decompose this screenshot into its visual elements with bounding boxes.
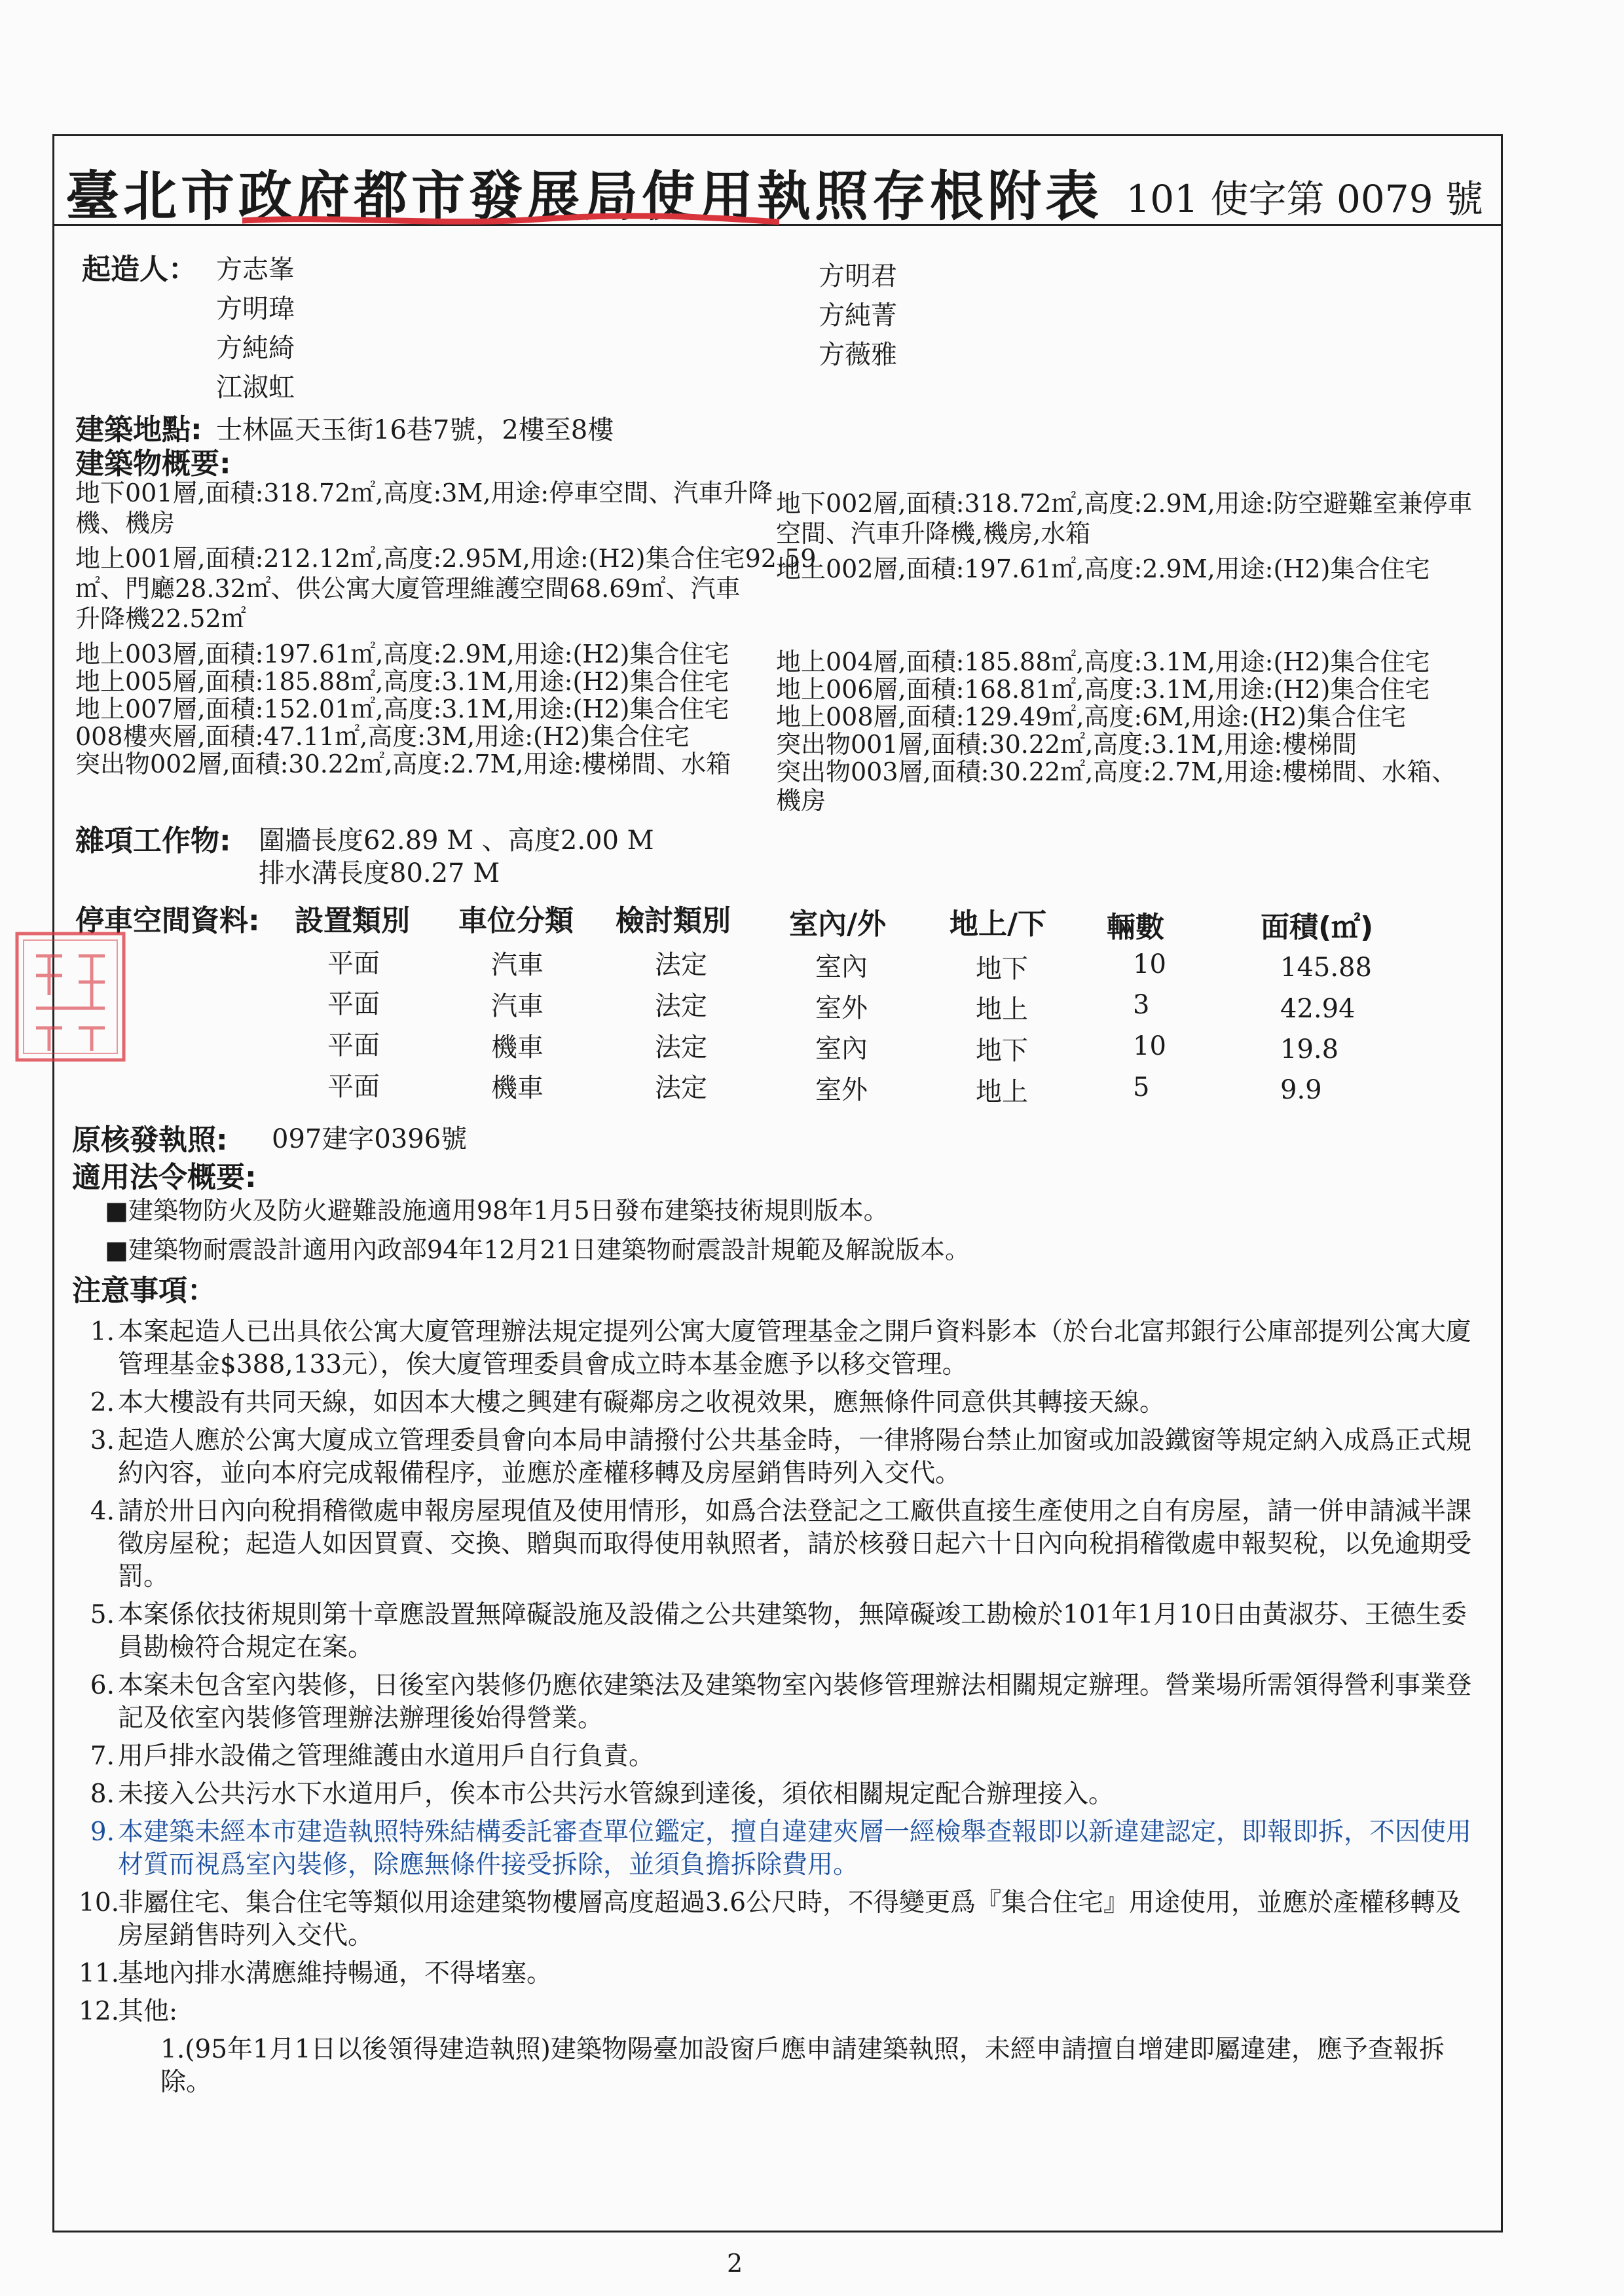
building-line: 升降機22.52㎡ xyxy=(75,604,246,633)
note-item: 5. 本案係依技術規則第十章應設置無障礙設施及設備之公共建築物，無障礙竣工勘檢於101年1月10日由黃淑芬、王德生委員勘檢符合規定在案。 xyxy=(90,1600,1467,1662)
note-item: 10. 非屬住宅、集合住宅等類似用途建築物樓層高度超過3.6公尺時，不得變更爲『集合住宅』用途使用，並應於產權移轉及房屋銷售時列入交代。 xyxy=(79,1888,1462,1950)
parking-cell: 5 xyxy=(1133,1072,1150,1102)
title-row xyxy=(52,134,1503,226)
building-line: 突出物002層,面積:30.22㎡,高度:2.7M,用途:樓梯間、水箱 xyxy=(75,750,731,778)
parking-cell: 機車 xyxy=(491,1073,544,1103)
parking-cell: 19.8 xyxy=(1280,1034,1339,1065)
applicant-name: 方純菁 xyxy=(819,301,897,331)
parking-header: 面積(㎡) xyxy=(1261,911,1374,944)
parking-cell: 法定 xyxy=(655,1073,707,1103)
building-summary-label: 建築物概要: xyxy=(75,447,231,481)
note-item: 1. 本案起造人已出具依公寓大廈管理辦法規定提列公寓大廈管理基金之開戶資料影本（於台北富邦銀行公庫部提列公寓大廈管理基金$388,133元），俟大廈管理委員會成立時本基金應予以移交管理。 xyxy=(90,1317,1472,1379)
misc-works-line: 圍牆長度62.89 M 、高度2.00 M xyxy=(259,826,654,856)
parking-cell: 3 xyxy=(1133,990,1150,1020)
building-line: 地上007層,面積:152.01㎡,高度:3.1M,用途:(H2)集合住宅 xyxy=(75,695,729,723)
site-address: 士林區天玉街16巷7號，2樓至8樓 xyxy=(216,415,614,445)
parking-cell: 地下 xyxy=(976,954,1028,984)
parking-cell: 地下 xyxy=(976,1036,1028,1066)
building-line: 地下001層,面積:318.72㎡,高度:3M,用途:停車空間、汽車升降 xyxy=(75,479,773,507)
building-line: 地上002層,面積:197.61㎡,高度:2.9M,用途:(H2)集合住宅 xyxy=(776,555,1430,583)
parking-header: 檢討類別 xyxy=(616,904,731,938)
parking-cell: 汽車 xyxy=(491,950,544,980)
note-item: 11. 基地內排水溝應維持暢通，不得堵塞。 xyxy=(79,1959,553,1988)
page-number: 2 xyxy=(727,2249,743,2278)
note-item: 2. 本大樓設有共同天線，如因本大樓之興建有礙鄰房之收視效果，應無條件同意供其轉接天線。 xyxy=(90,1388,1166,1417)
note-item: 3. 起造人應於公寓大廈成立管理委員會向本局申請撥付公共基金時，一律將陽台禁止加窗或加設鐵窗等規定納入成爲正式規約內容，並向本府完成報備程序，並應於產權移轉及房屋銷售時列入交代。 xyxy=(90,1426,1472,1488)
building-line: 地上008層,面積:129.49㎡,高度:6M,用途:(H2)集合住宅 xyxy=(776,702,1407,731)
parking-cell: 地上 xyxy=(976,994,1028,1025)
parking-header: 室內/外 xyxy=(789,907,887,941)
parking-header: 設置類別 xyxy=(295,904,410,938)
building-line: ㎡、門廳28.32㎡、供公寓大廈管理維護空間68.69㎡、汽車 xyxy=(75,574,741,603)
building-line: 地上001層,面積:212.12㎡,高度:2.95M,用途:(H2)集合住宅92.59 xyxy=(75,544,817,573)
building-line: 機房 xyxy=(776,786,826,815)
building-line: 地上006層,面積:168.81㎡,高度:3.1M,用途:(H2)集合住宅 xyxy=(776,675,1430,704)
applicant-name: 方志峯 xyxy=(216,255,295,285)
parking-cell: 室內 xyxy=(815,1034,868,1064)
permit-number: 101 使字第 0079 號 xyxy=(1126,177,1483,221)
red-seal-stamp xyxy=(13,930,128,1064)
site-label: 建築地點: xyxy=(75,413,202,446)
building-line: 機、機房 xyxy=(75,509,175,538)
parking-cell: 平面 xyxy=(327,949,380,979)
note-other-item: 1.(95年1月1日以後領得建造執照)建築物陽臺加設窗戶應申請建築執照，未經申請擅自增建即屬違建，應予查報拆除。 xyxy=(160,2035,1445,2097)
note-item-highlighted: 9. 本建築未經本市建造執照特殊結構委託審查單位鑑定，擅自違建夾層一經檢舉查報即以新違建認定，即報即拆，不因使用材質而視爲室內裝修，除應無條件接受拆除，並須負擔拆除費用。 xyxy=(90,1817,1472,1880)
parking-cell: 法定 xyxy=(655,950,707,980)
parking-cell: 法定 xyxy=(655,991,707,1021)
page-title: 臺北市政府都市發展局使用執照存根附表 xyxy=(65,165,1103,228)
building-line: 地上005層,面積:185.88㎡,高度:3.1M,用途:(H2)集合住宅 xyxy=(75,667,729,696)
note-item: 6. 本案未包含室內裝修，日後室內裝修仍應依建築法及建築物室內裝修管理辦法相關規定辦理。營業場所需領得營利事業登記及依室內裝修管理辦法辦理後始得營業。 xyxy=(90,1671,1472,1733)
building-line: 空間、汽車升降機,機房,水箱 xyxy=(776,519,1091,548)
applicant-name: 江淑虹 xyxy=(216,373,295,403)
parking-cell: 室內 xyxy=(815,952,868,982)
note-item: 4. 請於卅日內向稅捐稽徵處申報房屋現值及使用情形，如爲合法登記之工廠供直接生產使用之自有房屋，請一併申請減半課徵房屋稅；起造人如因買賣、交換、贈與而取得使用執照者，請於核發日起六十日內向稅捐稽徵處申報契稅，以免逾期受罰。 xyxy=(90,1497,1472,1592)
parking-label: 停車空間資料: xyxy=(75,904,260,938)
applicable-law-label: 適用法令概要: xyxy=(72,1161,257,1194)
parking-header: 車位分類 xyxy=(458,904,574,938)
applicant-name: 方明瑋 xyxy=(216,294,295,324)
parking-cell: 機車 xyxy=(491,1032,544,1063)
building-line: 地上003層,面積:197.61㎡,高度:2.9M,用途:(H2)集合住宅 xyxy=(75,640,729,668)
note-item: 12. 其他: xyxy=(79,1997,178,2026)
parking-cell: 平面 xyxy=(327,989,380,1019)
parking-cell: 平面 xyxy=(327,1030,380,1061)
misc-works-line: 排水溝長度80.27 M xyxy=(259,858,500,888)
parking-cell: 145.88 xyxy=(1280,953,1372,983)
applicants-label: 起造人： xyxy=(82,253,197,286)
parking-cell: 室外 xyxy=(815,1075,868,1105)
building-line: 突出物003層,面積:30.22㎡,高度:2.7M,用途:樓梯間、水箱、 xyxy=(776,757,1457,786)
parking-cell: 10 xyxy=(1133,1031,1166,1061)
building-line: 突出物001層,面積:30.22㎡,高度:3.1M,用途:樓梯間 xyxy=(776,730,1357,759)
red-underline-mark xyxy=(242,213,779,227)
applicant-name: 方純綺 xyxy=(216,333,295,363)
original-permit-number: 097建字0396號 xyxy=(272,1124,468,1154)
parking-cell: 10 xyxy=(1133,949,1166,979)
notes-list xyxy=(79,1316,1486,2104)
misc-works-label: 雜項工作物: xyxy=(75,824,231,858)
parking-cell: 地上 xyxy=(976,1077,1028,1107)
building-line: 地下002層,面積:318.72㎡,高度:2.9M,用途:防空避難室兼停車 xyxy=(776,489,1473,518)
building-line: 008樓夾層,面積:47.11㎡,高度:3M,用途:(H2)集合住宅 xyxy=(75,722,690,751)
parking-cell: 平面 xyxy=(327,1072,380,1102)
parking-cell: 42.94 xyxy=(1280,994,1356,1024)
original-permit-label: 原核發執照: xyxy=(72,1123,228,1157)
note-item: 8. 未接入公共污水下水道用戶，俟本市公共污水管線到達後，須依相關規定配合辦理接入。 xyxy=(90,1779,1115,1809)
law-item: ■建築物耐震設計適用內政部94年12月21日建築物耐震設計規範及解說版本。 xyxy=(105,1235,970,1264)
parking-cell: 汽車 xyxy=(491,991,544,1021)
applicant-name: 方明君 xyxy=(819,261,897,291)
building-line: 地上004層,面積:185.88㎡,高度:3.1M,用途:(H2)集合住宅 xyxy=(776,647,1430,676)
parking-cell: 法定 xyxy=(655,1032,707,1063)
applicant-name: 方薇雅 xyxy=(819,340,897,370)
parking-header: 地上/下 xyxy=(950,907,1047,941)
parking-cell: 9.9 xyxy=(1280,1075,1322,1105)
law-item: ■建築物防火及防火避難設施適用98年1月5日發布建築技術規則版本。 xyxy=(105,1196,889,1225)
parking-header: 輛數 xyxy=(1107,911,1164,944)
notes-label: 注意事項： xyxy=(72,1274,216,1307)
note-item: 7. 用戶排水設備之管理維護由水道用戶自行負責。 xyxy=(90,1741,655,1771)
parking-cell: 室外 xyxy=(815,993,868,1023)
